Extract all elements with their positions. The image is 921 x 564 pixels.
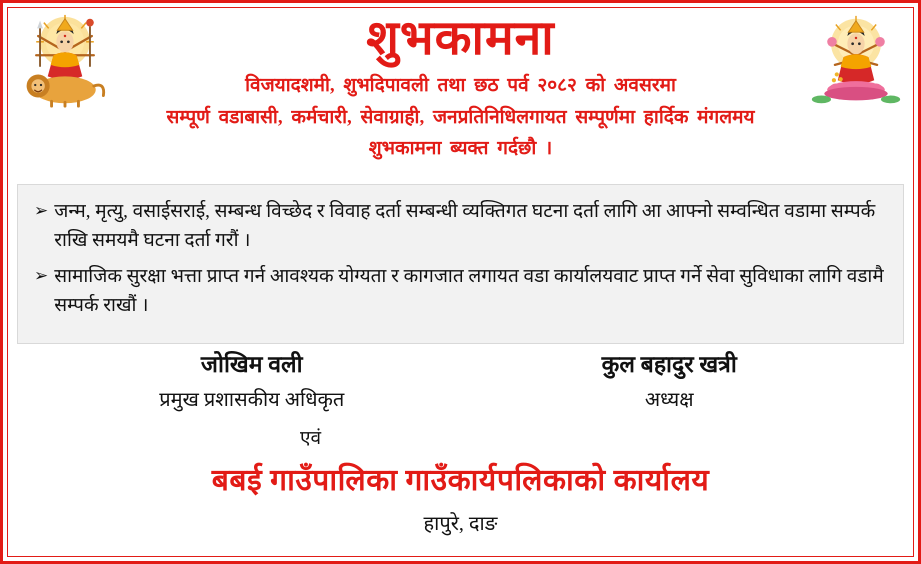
notice-item-2 (34, 262, 887, 321)
notice-item-2-text: सामाजिक सुरक्षा भत्ता प्राप्त गर्न आवश्यक योग्यता र कागजात लगायत वडा कार्यालयवाट प्राप्त गर्ने सेवा सुविधाका लागि वडामै सम्पर्क राखौं । (54, 265, 884, 317)
notice-item-1 (34, 197, 887, 256)
header-block (123, 11, 798, 164)
signatory-right (461, 348, 919, 415)
page-title: शुभकामना (366, 12, 555, 65)
greeting-line-3: शुभकामना ब्यक्त गर्दछौ । (368, 137, 553, 159)
goddess-laxmi-icon (808, 13, 904, 109)
signatory-left-post: प्रमुख प्रशासकीय अधिकृत (159, 388, 345, 411)
signatory-right-post: अध्यक्ष (644, 388, 694, 411)
notice-item-1-text: जन्म, मृत्यु, वसाईसराई, सम्बन्ध विच्छेद र विवाह दर्ता सम्बन्धी व्यक्तिगत घटना दर्ता लागि आ आफ्नो सम्वन्धित वडामा सम्पर्क राखि समयमै घटना दर्ता गरौं । (54, 201, 876, 252)
goddess-durga-icon (17, 13, 113, 109)
signatory-right-name: कुल बहादुर खत्री (601, 352, 737, 377)
signatory-conjunction: एवं (299, 428, 322, 449)
office-name: बबई गाउँपालिका गाउँकार्यपलिकाको कार्यालय (211, 464, 710, 497)
office-address: हापुरे, दाङ (423, 513, 498, 535)
arrow-bullet-icon: ➢ (34, 201, 49, 220)
signatory-left-name: जोखिम वली (200, 352, 303, 377)
signatory-area (3, 348, 918, 415)
notice-box (17, 184, 904, 344)
greeting-line-1: विजयादशमी, शुभदिपावली तथा छठ पर्व २०८२ को अवसरमा (245, 75, 676, 97)
arrow-bullet-icon: ➢ (34, 265, 49, 285)
greeting-line-2: सम्पूर्ण वडाबासी, कर्मचारी, सेवाग्राही, जनप्रतिनिधिलगायत सम्पूर्णमा हार्दिक मंगलमय (166, 106, 755, 128)
signatory-left (3, 348, 461, 415)
